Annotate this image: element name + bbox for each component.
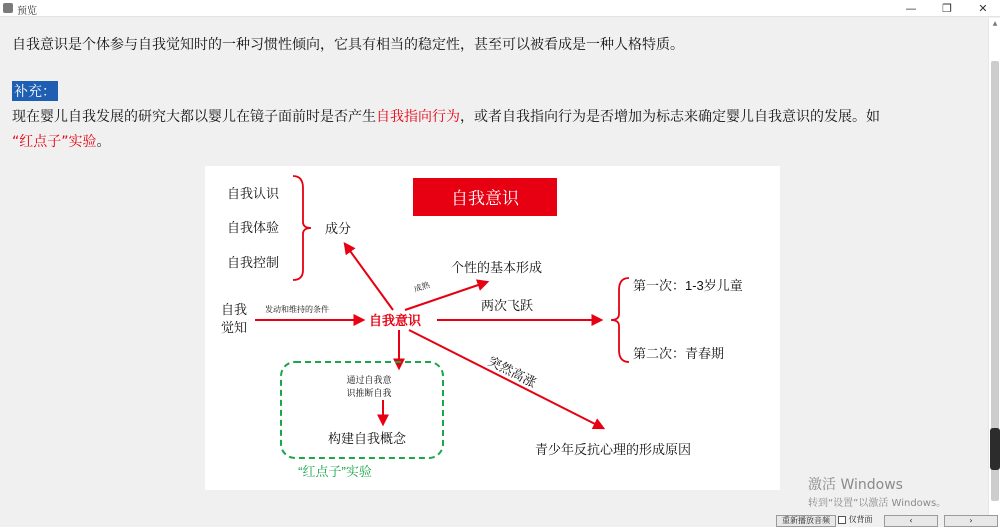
paragraph-period: 。 xyxy=(96,134,111,150)
personality-label: 个性的基本形成 xyxy=(451,260,543,275)
back-only-label: 仅背面 xyxy=(848,515,873,524)
item-self-experience: 自我体验 xyxy=(227,220,280,235)
activate-windows-title: 激活 Windows xyxy=(808,477,903,493)
restore-button[interactable]: ❐ xyxy=(942,2,952,15)
prev-card-button[interactable]: ‹ xyxy=(884,515,938,527)
self-directed-behavior-highlight: 自我指向行为 xyxy=(376,109,460,125)
self-awareness-line1: 自我 xyxy=(221,302,248,317)
mature-label: 成熟 xyxy=(412,280,431,294)
scroll-up-arrow-icon[interactable]: ▲ xyxy=(992,20,998,27)
supplement-paragraph xyxy=(12,106,880,126)
diagram-title: 自我意识 xyxy=(451,189,519,208)
component-brace xyxy=(293,176,311,280)
rebellion-label: 青少年反抗心理的形成原因 xyxy=(535,442,692,457)
two-leaps-label: 两次飞跃 xyxy=(481,298,534,313)
self-awareness-line2: 觉知 xyxy=(221,320,248,335)
bottom-toolbar xyxy=(770,515,1000,527)
side-widget[interactable] xyxy=(990,428,1000,470)
item-self-cognition: 自我认识 xyxy=(227,186,280,201)
back-only-checkbox[interactable] xyxy=(838,515,882,527)
red-dot-label: “红点子”实验 xyxy=(298,464,372,479)
item-self-control: 自我控制 xyxy=(227,255,280,270)
definition-text: 自我意识是个体参与自我觉知时的一种习惯性倾向，它具有相当的稳定性，甚至可以被看成是一种人格特质。 xyxy=(12,37,684,53)
supplement-text-a: 现在婴儿自我发展的研究大都以婴儿在镜子面前时是否产生 xyxy=(12,109,376,125)
card-content xyxy=(0,18,988,527)
supplement-label: 补充： xyxy=(12,81,58,101)
leaps-brace xyxy=(611,278,629,362)
red-dot-experiment-highlight: “红点子”实验 xyxy=(12,134,97,150)
self-awareness-diagram xyxy=(205,166,780,490)
supplement-text-b: ，或者自我指向行为是否增加为标志来确定婴儿自我意识的发展。如 xyxy=(460,109,880,125)
sudden-rise-arrow xyxy=(409,330,603,428)
first-leap-label: 第一次：1-3岁儿童 xyxy=(633,278,743,293)
app-icon xyxy=(3,3,13,13)
component-label: 成分 xyxy=(325,221,352,236)
second-leap-label: 第二次：青春期 xyxy=(633,346,725,361)
supplement-paragraph-end xyxy=(12,131,111,151)
next-card-button[interactable]: › xyxy=(944,515,998,527)
diagram-svg xyxy=(205,166,780,490)
construct-label: 构建自我概念 xyxy=(327,431,407,446)
activate-windows-subtitle: 转到“设置”以激活 Windows。 xyxy=(808,498,947,509)
sudden-rise-label: 突然高涨 xyxy=(485,353,539,391)
checkbox-icon[interactable] xyxy=(838,516,846,524)
infer-line1: 通过自我意 xyxy=(346,375,392,385)
title-bar xyxy=(0,0,1000,17)
condition-label: 发动和维持的条件 xyxy=(265,305,329,314)
infer-line2: 识推断自我 xyxy=(346,388,392,398)
minimize-button[interactable]: — xyxy=(905,2,917,15)
center-self-awareness: 自我意识 xyxy=(369,313,422,328)
replay-audio-button[interactable]: 重新播放音频 xyxy=(776,515,836,527)
window-title: 预览 xyxy=(17,6,37,17)
close-button[interactable]: ✕ xyxy=(978,2,988,15)
component-arrow xyxy=(345,244,393,310)
